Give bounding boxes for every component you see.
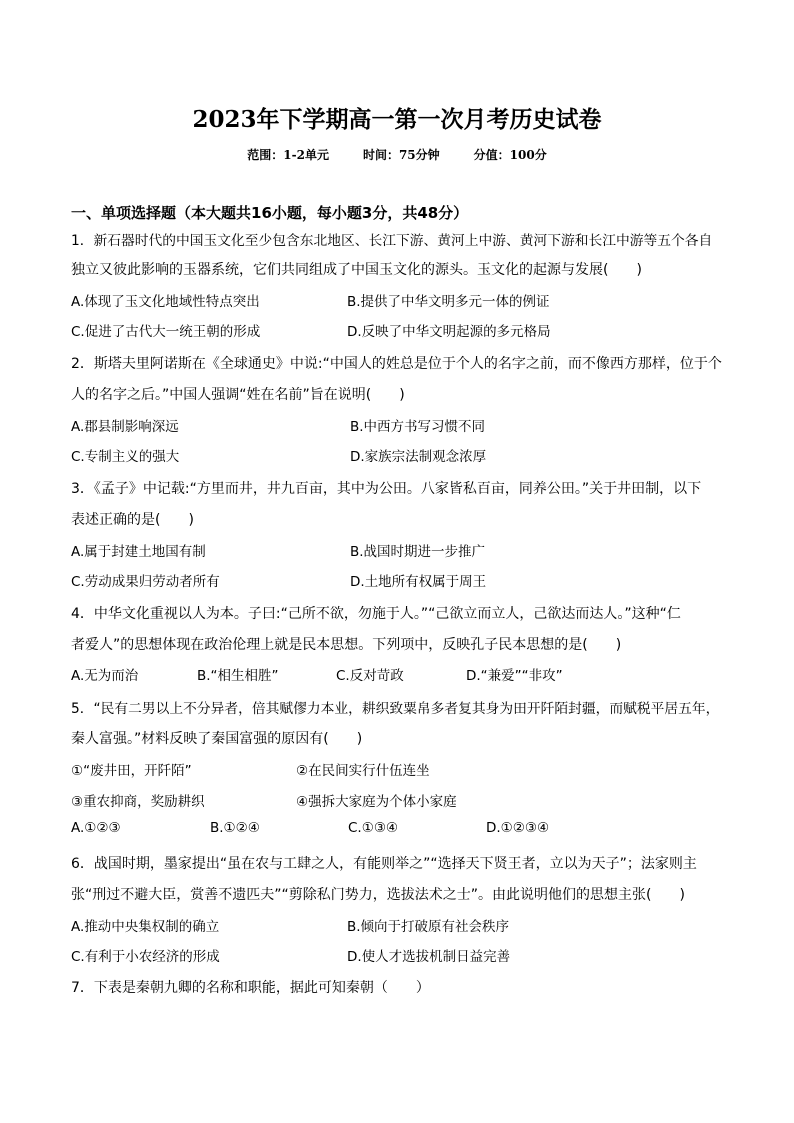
question-5-option-c: C.①③④ xyxy=(348,820,399,836)
question-1-option-a: A.体现了玉文化地域性特点突出 xyxy=(71,294,260,310)
question-2-option-b: B.中西方书写习惯不同 xyxy=(350,419,486,435)
section-heading: 一、单项选择题（本大题共16小题，每小题3分，共48分） xyxy=(71,204,469,222)
question-3-option-a: A.属于封建土地国有制 xyxy=(71,544,206,560)
question-5-item-3: ③重农抑商，奖励耕织 xyxy=(71,794,205,810)
question-6-option-c: C.有利于小农经济的形成 xyxy=(71,949,220,965)
question-7-line-1: 7．下表是秦朝九卿的名称和职能，据此可知秦朝（ ） xyxy=(71,980,430,996)
question-3-line-2: 表述正确的是( ) xyxy=(71,512,194,528)
question-6-option-d: D.使人才选拔机制日益完善 xyxy=(347,949,511,965)
question-6-line-2: 张“刑过不避大臣，赏善不遗匹夫”“剪除私门势力，选拔法术之士”。由此说明他们的思想主张( ) xyxy=(71,887,685,903)
question-4-option-d: D.“兼爱”“非攻” xyxy=(466,668,563,684)
question-1-line-1: 1．新石器时代的中国玉文化至少包含东北地区、长江下游、黄河上中游、黄河下游和长江中游等五个各自 xyxy=(71,233,713,249)
question-1-line-2: 独立又彼此影响的玉器系统，它们共同组成了中国玉文化的源头。玉文化的起源与发展( ) xyxy=(71,262,642,278)
question-4-option-b: B.“相生相胜” xyxy=(197,668,279,684)
question-5-item-2: ②在民间实行什伍连坐 xyxy=(296,763,430,779)
exam-range: 范围：1-2单元 xyxy=(247,148,329,162)
question-5-option-d: D.①②③④ xyxy=(486,820,550,836)
question-3-option-b: B.战国时期进一步推广 xyxy=(350,544,486,560)
exam-meta xyxy=(0,146,794,163)
question-1-option-b: B.提供了中华文明多元一体的例证 xyxy=(347,294,550,310)
question-5-line-1: 5．“民有二男以上不分异者，倍其赋僇力本业，耕织致粟帛多者复其身为田开阡陌封疆，而赋税平居五年， xyxy=(71,701,720,717)
question-4-line-1: 4．中华文化重视以人为本。子曰:“己所不欲，勿施于人。”“己欲立而立人，己欲达而达人。”这种“仁 xyxy=(71,606,681,622)
exam-title: 2023年下学期高一第一次月考历史试卷 xyxy=(192,106,602,133)
question-2-line-2: 人的名字之后。”中国人强调“姓在名前”旨在说明( ) xyxy=(71,387,405,403)
question-1-option-d: D.反映了中华文明起源的多元格局 xyxy=(347,324,551,340)
question-2-option-d: D.家族宗法制观念浓厚 xyxy=(350,449,487,465)
exam-score: 分值：100分 xyxy=(473,148,547,162)
exam-time: 时间：75分钟 xyxy=(362,148,440,162)
question-6-option-b: B.倾向于打破原有社会秩序 xyxy=(347,919,510,935)
question-4-line-2: 者爱人”的思想体现在政治伦理上就是民本思想。下列项中，反映孔子民本思想的是( ) xyxy=(71,637,622,653)
question-3-option-c: C.劳动成果归劳动者所有 xyxy=(71,574,220,590)
question-4-option-c: C.反对苛政 xyxy=(336,668,404,684)
question-3-option-d: D.土地所有权属于周王 xyxy=(350,574,487,590)
question-2-option-a: A.郡县制影响深远 xyxy=(71,419,179,435)
question-5-option-a: A.①②③ xyxy=(71,820,121,836)
question-2-option-c: C.专制主义的强大 xyxy=(71,449,180,465)
question-5-option-b: B.①②④ xyxy=(210,820,260,836)
question-1-option-c: C.促进了古代大一统王朝的形成 xyxy=(71,324,261,340)
question-6-option-a: A.推动中央集权制的确立 xyxy=(71,919,220,935)
question-6-line-1: 6．战国时期，墨家提出“虽在农与工肆之人，有能则举之”“选择天下贤王者，立以为天子”；法家则主 xyxy=(71,856,697,872)
question-5-item-1: ①“废井田，开阡陌” xyxy=(71,763,192,779)
question-2-line-1: 2．斯塔夫里阿诺斯在《全球通史》中说:“中国人的姓总是位于个人的名字之前，而不像西方那样，位于个 xyxy=(71,356,722,372)
question-3-line-1: 3．《孟子》中记载:“方里而井，井九百亩，其中为公田。八家皆私百亩，同养公田。”关于井田制，以下 xyxy=(71,481,702,497)
question-5-line-2: 秦人富强。”材料反映了秦国富强的原因有( ) xyxy=(71,731,363,747)
question-5-item-4: ④强拆大家庭为个体小家庭 xyxy=(296,794,457,810)
question-4-option-a: A.无为而治 xyxy=(71,668,139,684)
